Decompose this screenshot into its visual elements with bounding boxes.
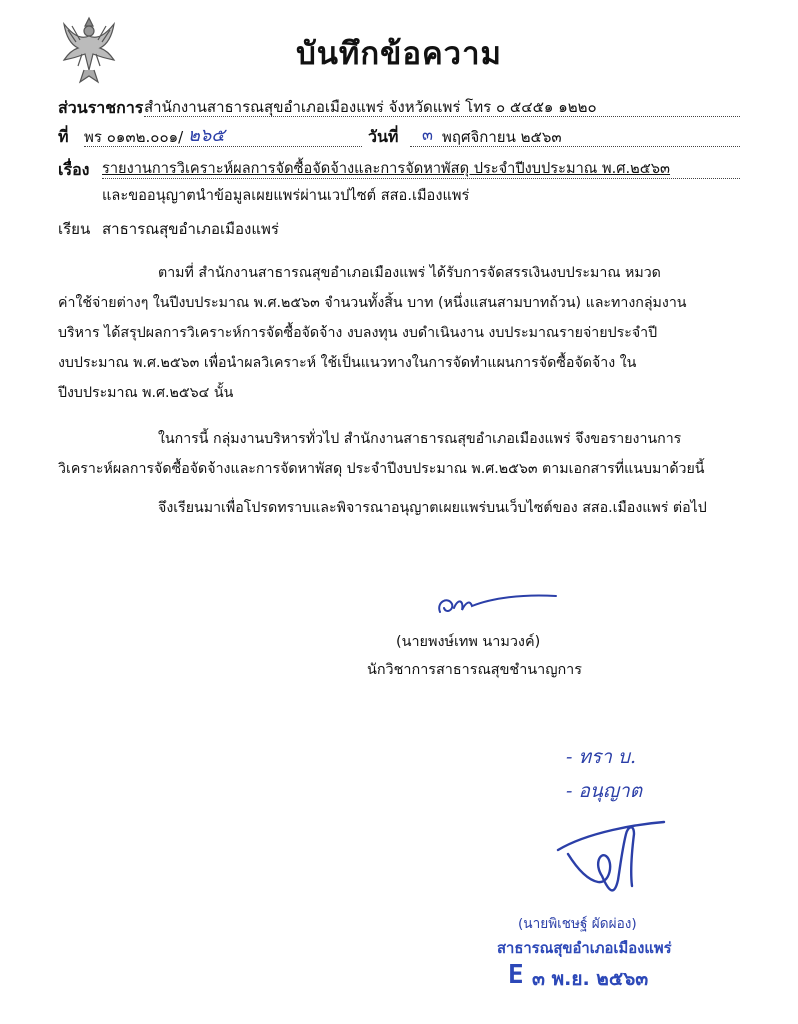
paragraph-3: จึงเรียนมาเพื่อโปรดทราบและพิจารณาอนุญาตเผยแพร่บนเว็บไซต์ของ สสอ.เมืองแพร่ ต่อไป [158, 500, 707, 516]
author-position: นักวิชาการสาธารณสุขชำนาญการ [367, 662, 582, 678]
date-label-wrap [368, 125, 398, 150]
paragraph-2-line-1: ในการนี้ กลุ่มงานบริหารทั่วไป สำนักงานสาธารณสุขอำเภอเมืองแพร่ จึงขอรายงานการ [158, 431, 682, 447]
ref-handwritten-number: ๒๖๕ [188, 125, 225, 146]
author-name: (นายพงษ์เทพ นามวงค์) [396, 634, 541, 650]
ref-value: พร ๐๑๓๒.๐๐๑/ [84, 128, 184, 146]
paragraph-1-line-2: ค่าใช้จ่ายต่างๆ ในปีงบประมาณ พ.ศ.๒๕๖๓ จำนวนทั้งสิ้น บาท (หนึ่งแสนสามบาทถ้วน) และทางกลุ่มงาน [58, 295, 687, 311]
paragraph-2-line-2: วิเคราะห์ผลการจัดซื้อจัดจ้างและการจัดหาพัสดุ ประจำปีงบประมาณ พ.ศ.๒๕๖๓ ตามเอกสารที่แนบมาด้วยนี้ [58, 461, 705, 477]
author-signature-icon [432, 588, 562, 628]
subject-label-wrap [58, 158, 89, 183]
subject-line-1: รายงานการวิเคราะห์ผลการจัดซื้อจัดจ้างและการจัดหาพัสดุ ประจำปีงบประมาณ พ.ศ.๒๕๖๓ [102, 160, 671, 177]
stamp-letter: E [508, 960, 524, 990]
approver-name: (นายพิเชษฐ์ ผัดผ่อง) [518, 916, 637, 932]
approver-signature-icon [548, 810, 668, 910]
subject-label: เรื่อง [58, 160, 90, 179]
memo-title: บันทึกข้อความ [296, 36, 502, 72]
paragraph-1-line-1: ตามที่ สำนักงานสาธารณสุขอำเภอเมืองแพร่ ได้รับการจัดสรรเงินงบประมาณ หมวด [158, 265, 661, 281]
paragraph-1-line-3: บริหาร ได้สรุปผลการวิเคราะห์การจัดซื้อจัดจ้าง งบลงทุน งบดำเนินงาน งบประมาณรายจ่ายประจำปี [58, 325, 658, 341]
to-label: เรียน [58, 220, 91, 238]
subject-line-2: และขออนุญาตนำข้อมูลเผยแพร่ผ่านเวปไซต์ สสอ.เมืองแพร่ [102, 187, 470, 204]
ref-dotted-line [84, 146, 362, 147]
agency-dotted-line [144, 116, 740, 117]
ref-label-wrap [58, 125, 69, 150]
date-day: ๓ [422, 125, 433, 144]
agency-value: สำนักงานสาธารณสุขอำเภอเมืองแพร่ จังหวัดแพร่ โทร ๐ ๕๔๕๑ ๑๒๒๐ [144, 98, 597, 116]
approval-note-1: - ทรา บ. [566, 746, 636, 768]
date-dotted-line [410, 146, 740, 147]
ref-label: ที่ [58, 127, 69, 146]
date-label: วันที่ [368, 127, 399, 146]
agency-row [58, 96, 143, 121]
approver-position: สาธารณสุขอำเภอเมืองแพร่ [497, 940, 672, 957]
date-rest: พฤศจิกายน ๒๕๖๓ [442, 128, 562, 146]
agency-label: ส่วนราชการ [58, 98, 144, 117]
approval-note-2: - อนุญาต [566, 780, 643, 802]
to-value: สาธารณสุขอำเภอเมืองแพร่ [102, 220, 279, 238]
subject-dotted-line [102, 178, 740, 179]
stamp-date: ๓ พ.ย. ๒๕๖๓ [532, 968, 649, 990]
paragraph-1-line-4: งบประมาณ พ.ศ.๒๕๖๓ เพื่อนำผลวิเคราะห์ ใช้เป็นแนวทางในการจัดทำแผนการจัดซื้อจัดจ้าง ใน [58, 355, 637, 371]
paragraph-1-line-5: ปีงบประมาณ พ.ศ.๒๕๖๔ นั้น [58, 385, 234, 401]
